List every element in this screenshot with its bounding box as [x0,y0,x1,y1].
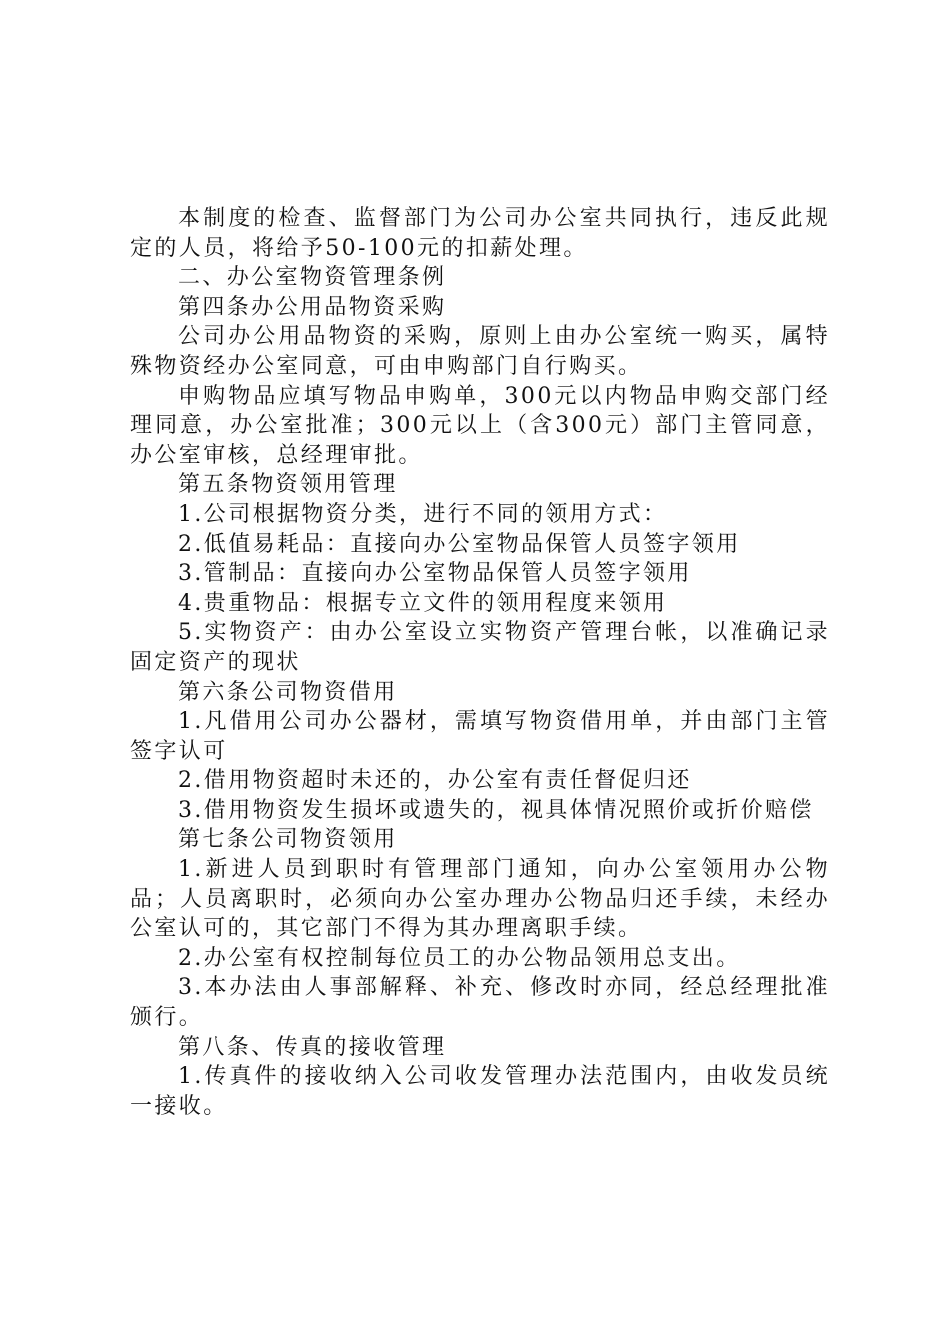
list-item: 2.低值易耗品：直接向办公室物品保管人员签字领用 [178,531,741,557]
list-item: 4.贵重物品：根据专立文件的领用程度来领用 [178,590,668,616]
paragraph-purchase-request: 申购物品应填写物品申购单，300元以内物品申购交部门经理同意，办公室批准；300元以上（含300元）部门主管同意，办公室审核，总经理审批。 [130,383,830,468]
article-4-heading: 第四条办公用品物资采购 [178,294,447,320]
list-item: 1.新进人员到职时有管理部门通知，向办公室领用办公物品；人员离职时，必须向办公室办理办公物品归还手续，未经办公室认可的，其它部门不得为其办理离职手续。 [130,857,830,942]
list-item: 1.公司根据物资分类，进行不同的领用方式： [178,501,668,527]
article-8-heading: 第八条、传真的接收管理 [178,1034,447,1060]
article-7-heading: 第七条公司物资领用 [178,827,398,853]
list-item: 1.凡借用公司办公器材，需填写物资借用单，并由部门主管签字认可 [130,709,830,764]
list-item: 5.实物资产：由办公室设立实物资产管理台帐，以准确记录固定资产的现状 [130,620,830,675]
article-6-heading: 第六条公司物资借用 [178,679,398,705]
article-5-heading: 第五条物资领用管理 [178,472,398,498]
document-body [130,204,830,1121]
list-item: 3.本办法由人事部解释、补充、修改时亦同，经总经理批准颁行。 [130,975,830,1031]
paragraph-procurement: 公司办公用品物资的采购，原则上由办公室统一购买，属特殊物资经办公室同意，可由申购部门自行购买。 [130,324,830,379]
section-heading-materials: 二、办公室物资管理条例 [178,265,447,291]
list-item: 1.传真件的接收纳入公司收发管理办法范围内，由收发员统一接收。 [130,1064,830,1119]
list-item: 2.借用物资超时未还的，办公室有责任督促归还 [178,768,692,794]
list-item: 3.管制品：直接向办公室物品保管人员签字领用 [178,561,692,587]
list-item: 2.办公室有权控制每位员工的办公物品领用总支出。 [178,945,741,971]
list-item: 3.借用物资发生损坏或遗失的，视具体情况照价或折价赔偿 [178,797,814,823]
paragraph-supervision: 本制度的检查、监督部门为公司办公室共同执行，违反此规定的人员，将给予50-100元的扣薪处理。 [130,206,830,261]
